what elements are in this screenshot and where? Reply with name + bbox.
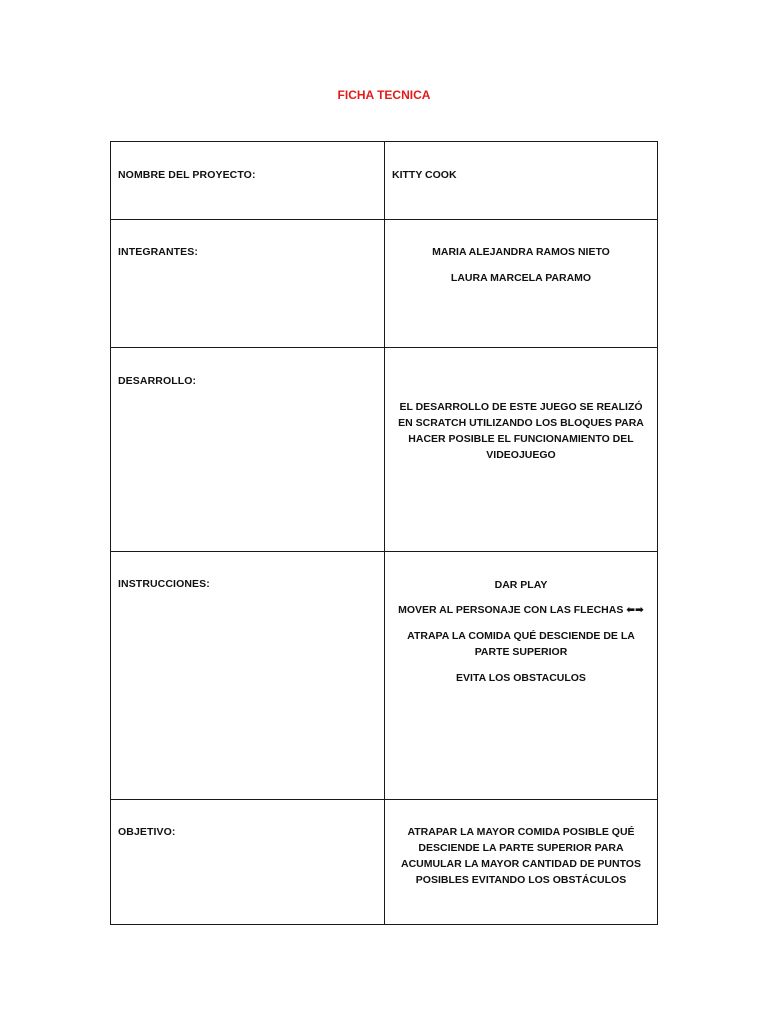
label-cell xyxy=(111,142,385,219)
value-cell xyxy=(385,552,657,799)
member-name: LAURA MARCELA PARAMO xyxy=(450,272,592,284)
label-cell xyxy=(111,220,385,347)
instruction-item: MOVER AL PERSONAJE CON LAS FLECHAS ⬅➡ xyxy=(398,604,644,616)
field-label: INTEGRANTES: xyxy=(118,246,198,258)
field-label: INSTRUCCIONES: xyxy=(118,578,210,590)
value-cell xyxy=(385,348,657,551)
value-cell xyxy=(385,800,657,924)
project-name-value: KITTY COOK xyxy=(392,169,457,181)
label-cell xyxy=(111,800,385,924)
field-label: NOMBRE DEL PROYECTO: xyxy=(118,169,256,181)
value-cell xyxy=(385,220,657,347)
technical-sheet-table xyxy=(110,141,658,925)
instruction-item: ATRAPA LA COMIDA QUÉ DESCIENDE DE LA PARTE SUPERIOR xyxy=(407,630,635,658)
label-cell xyxy=(111,552,385,799)
page-title: FICHA TECNICA xyxy=(337,88,431,102)
development-text: EL DESARROLLO DE ESTE JUEGO SE REALIZÓ EN SCRATCH UTILIZANDO LOS BLOQUES PARA HACER POSIBLE EL FUNCIONAMIENTO DEL VIDEOJUEGO xyxy=(398,401,644,461)
field-label: DESARROLLO: xyxy=(118,375,197,387)
row-members xyxy=(111,220,657,348)
row-development xyxy=(111,348,657,552)
field-label: OBJETIVO: xyxy=(118,826,176,838)
member-name: MARIA ALEJANDRA RAMOS NIETO xyxy=(432,246,610,258)
row-instructions xyxy=(111,552,657,800)
objective-text: ATRAPAR LA MAYOR COMIDA POSIBLE QUÉ DESCIENDE LA PARTE SUPERIOR PARA ACUMULAR LA MAYOR CANTIDAD DE PUNTOS POSIBLES EVITANDO LOS OBSTÁCULOS xyxy=(401,826,641,886)
value-cell xyxy=(385,142,657,219)
instruction-item: DAR PLAY xyxy=(494,579,548,591)
instruction-item: EVITA LOS OBSTACULOS xyxy=(456,672,586,684)
row-objective xyxy=(111,800,657,924)
row-project-name xyxy=(111,142,657,220)
label-cell xyxy=(111,348,385,551)
